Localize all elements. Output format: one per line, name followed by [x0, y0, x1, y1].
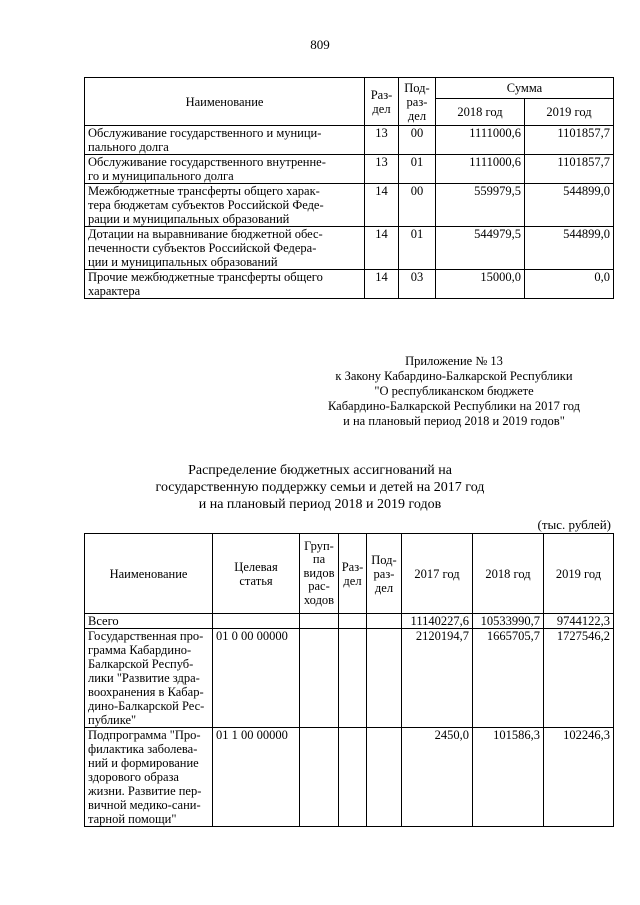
- row-razdel: [339, 629, 367, 728]
- row-value-2018: 10533990,7: [473, 614, 544, 629]
- row-name: Всего: [85, 614, 213, 629]
- row-name: Обслуживание государственного и муници- пального долга: [85, 126, 365, 155]
- appendix-line: Кабардино-Балкарской Республики на 2017 год: [327, 399, 581, 413]
- row-value-2019: 0,0: [525, 270, 614, 299]
- row-target: 01 0 00 00000: [213, 629, 300, 728]
- col-header-target: Целевая статья: [213, 534, 300, 614]
- col-header-name: Наименование: [85, 534, 213, 614]
- col-header-2018: 2018 год: [436, 99, 525, 126]
- row-value-2019: 1101857,7: [525, 126, 614, 155]
- row-value-2018: 15000,0: [436, 270, 525, 299]
- col-header-podrazdel: Под- раз- дел: [399, 78, 436, 126]
- appendix-line: к Закону Кабардино-Балкарской Республики: [335, 369, 573, 383]
- table-row: [85, 184, 614, 227]
- col-header-summa: Сумма: [436, 78, 614, 99]
- row-podrazdel: 01: [399, 227, 436, 270]
- row-podrazdel: [367, 629, 402, 728]
- row-name: Подпрограмма "Про- филактика заболева- ний и формирование здорового образа жизни. Развитие пер- вичной медико-сани- тарной помощи": [85, 728, 213, 827]
- row-razdel: 14: [365, 270, 399, 299]
- col-header-podrazdel: Под- раз- дел: [367, 534, 402, 614]
- col-header-2019: 2019 год: [525, 99, 614, 126]
- row-razdel: [339, 728, 367, 827]
- row-value-2019: 102246,3: [544, 728, 614, 827]
- title-line: Распределение бюджетных ассигнований на: [188, 463, 452, 478]
- document-title: [0, 462, 640, 513]
- row-value-2018: 1111000,6: [436, 155, 525, 184]
- row-value-2017: 11140227,6: [402, 614, 473, 629]
- row-name: Прочие межбюджетные трансферты общего характера: [85, 270, 365, 299]
- title-line: государственную поддержку семьи и детей на 2017 год: [155, 480, 485, 495]
- row-value-2019: 1727546,2: [544, 629, 614, 728]
- row-value-2018: 1111000,6: [436, 126, 525, 155]
- row-razdel: [339, 614, 367, 629]
- row-name: Государственная про- грамма Кабардино- Балкарской Респуб- лики "Развитие здра- воохранения в Кабар- дино-Балкарской Рес- публике": [85, 629, 213, 728]
- row-podrazdel: 03: [399, 270, 436, 299]
- budget-table-family-support: [84, 533, 614, 827]
- row-value-2019: 544899,0: [525, 227, 614, 270]
- col-header-name: Наименование: [85, 78, 365, 126]
- row-name: Обслуживание государственного внутренне- го и муниципального долга: [85, 155, 365, 184]
- units-label: (тыс. рублей): [537, 517, 611, 532]
- row-razdel: 13: [365, 155, 399, 184]
- table-row: [85, 126, 614, 155]
- row-value-2018: 544979,5: [436, 227, 525, 270]
- row-value-2019: 544899,0: [525, 184, 614, 227]
- col-header-group: Груп- па видов рас- ходов: [300, 534, 339, 614]
- row-podrazdel: [367, 728, 402, 827]
- row-name: Межбюджетные трансферты общего харак- тера бюджетам субъектов Российской Феде- рации и муниципальных образований: [85, 184, 365, 227]
- row-value-2017: 2450,0: [402, 728, 473, 827]
- appendix-line: и на плановый период 2018 и 2019 годов": [343, 414, 565, 428]
- appendix-line: Приложение № 13: [405, 354, 503, 368]
- row-podrazdel: 01: [399, 155, 436, 184]
- row-podrazdel: 00: [399, 126, 436, 155]
- row-value-2017: 2120194,7: [402, 629, 473, 728]
- table-row: [85, 614, 614, 629]
- row-target: 01 1 00 00000: [213, 728, 300, 827]
- row-podrazdel: 00: [399, 184, 436, 227]
- col-header-razdel: Раз- дел: [339, 534, 367, 614]
- table-row: [85, 155, 614, 184]
- budget-table-sections: [84, 77, 614, 299]
- row-podrazdel: [367, 614, 402, 629]
- row-name: Дотации на выравнивание бюджетной обес- печенности субъектов Российской Федера- ции и муниципальных образований: [85, 227, 365, 270]
- col-header-2019: 2019 год: [544, 534, 614, 614]
- table-row: [85, 227, 614, 270]
- row-group: [300, 728, 339, 827]
- table-row: [85, 728, 614, 827]
- appendix-line: "О республиканском бюджете: [374, 384, 534, 398]
- row-value-2018: 101586,3: [473, 728, 544, 827]
- row-value-2018: 559979,5: [436, 184, 525, 227]
- row-razdel: 13: [365, 126, 399, 155]
- col-header-2018: 2018 год: [473, 534, 544, 614]
- row-target: [213, 614, 300, 629]
- col-header-2017: 2017 год: [402, 534, 473, 614]
- row-group: [300, 614, 339, 629]
- col-header-razdel: Раз- дел: [365, 78, 399, 126]
- appendix-header: [304, 354, 604, 429]
- row-value-2019: 1101857,7: [525, 155, 614, 184]
- table-row: [85, 270, 614, 299]
- row-group: [300, 629, 339, 728]
- row-razdel: 14: [365, 227, 399, 270]
- table-row: [85, 629, 614, 728]
- title-line: и на плановый период 2018 и 2019 годов: [198, 497, 442, 512]
- page-number: 809: [310, 37, 330, 52]
- row-value-2019: 9744122,3: [544, 614, 614, 629]
- row-razdel: 14: [365, 184, 399, 227]
- row-value-2018: 1665705,7: [473, 629, 544, 728]
